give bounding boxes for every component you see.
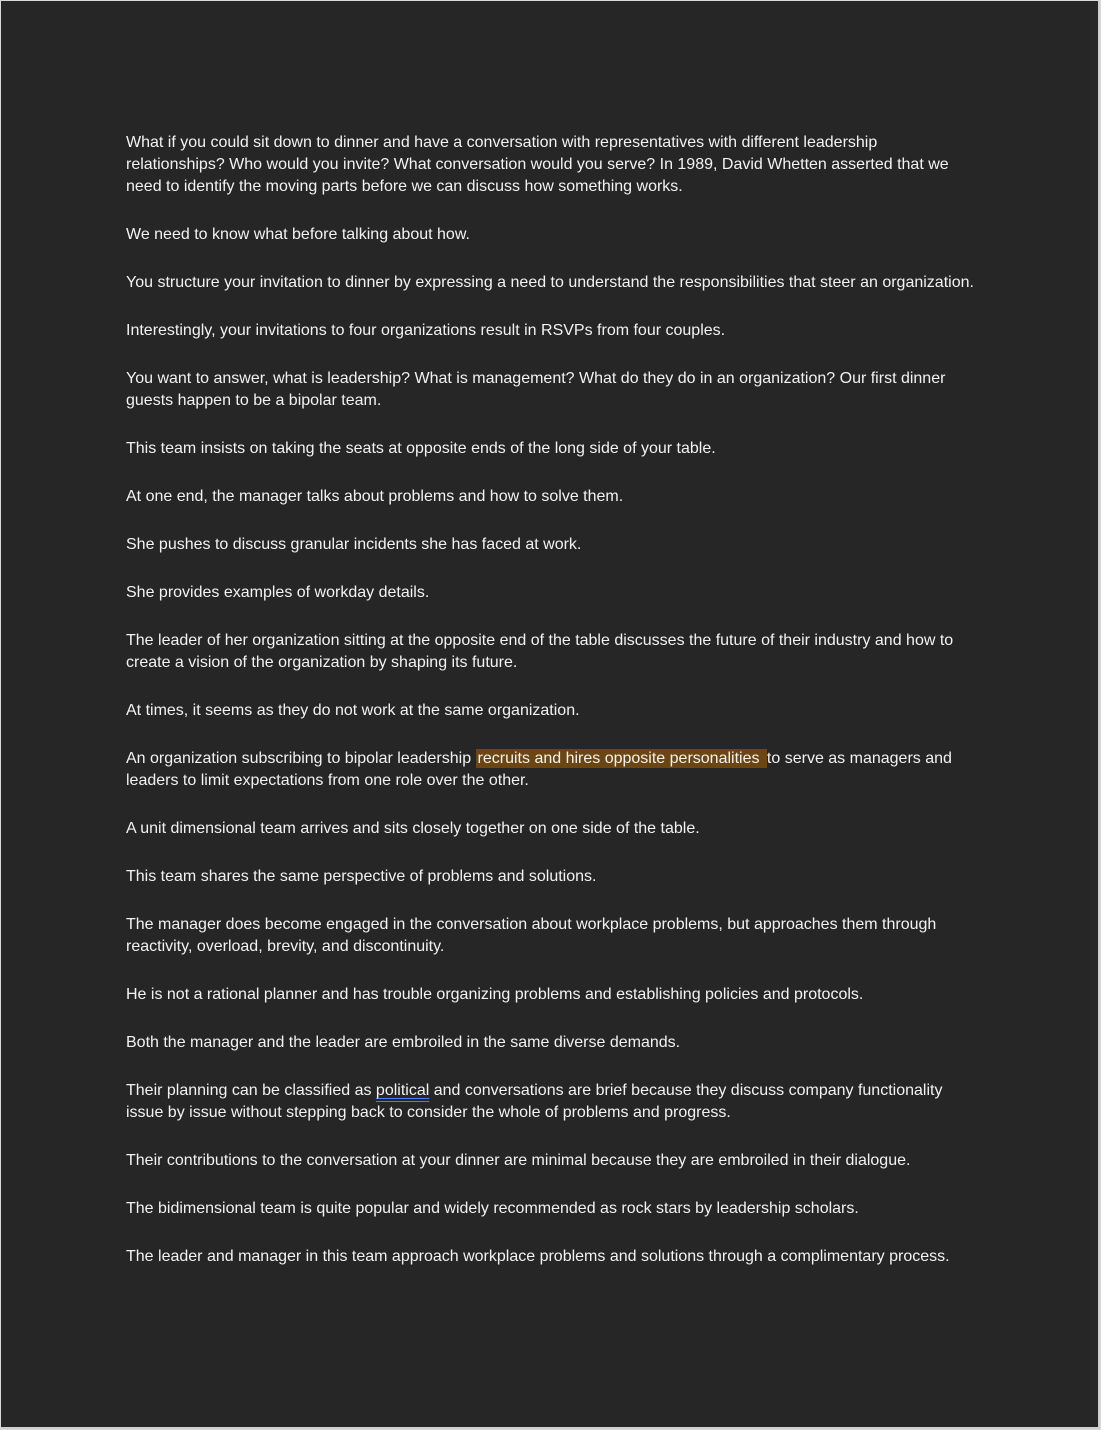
paragraph-20: The bidimensional team is quite popular and widely recommended as rock stars by leadership scholars. bbox=[126, 1200, 859, 1217]
paragraph-12 bbox=[126, 748, 976, 792]
highlighted-text[interactable]: recruits and hires opposite personalities bbox=[476, 749, 767, 768]
paragraph-7: At one end, the manager talks about problems and how to solve them. bbox=[126, 488, 624, 505]
paragraph-21: The leader and manager in this team approach workplace problems and solutions through a complimentary process. bbox=[126, 1248, 950, 1265]
spelling-flagged-word[interactable]: political bbox=[375, 1082, 430, 1099]
paragraph-12-after: to serve as managers and leaders to limit expectations from one role over the other. bbox=[126, 750, 952, 789]
paragraph-5: You want to answer, what is leadership? What is management? What do they do in an organization? Our first dinner guests happen to be a bipolar team. bbox=[126, 370, 946, 409]
paragraph-17: Both the manager and the leader are embroiled in the same diverse demands. bbox=[126, 1034, 681, 1051]
paragraph-18 bbox=[126, 1080, 976, 1124]
paragraph-2: We need to know what before talking about how. bbox=[126, 226, 470, 243]
paragraph-3: You structure your invitation to dinner by expressing a need to understand the responsibilities that steer an organization. bbox=[126, 274, 974, 291]
paragraph-6: This team insists on taking the seats at opposite ends of the long side of your table. bbox=[126, 440, 716, 457]
paragraph-10: The leader of her organization sitting at the opposite end of the table discusses the future of their industry and how to create a vision of the organization by shaping its future. bbox=[126, 632, 954, 671]
paragraph-15: The manager does become engaged in the conversation about workplace problems, but approaches them through reactivity, overload, brevity, and discontinuity. bbox=[126, 916, 937, 955]
paragraph-14: This team shares the same perspective of problems and solutions. bbox=[126, 868, 597, 885]
paragraph-13: A unit dimensional team arrives and sits closely together on one side of the table. bbox=[126, 820, 700, 837]
document-body[interactable] bbox=[126, 132, 976, 1294]
paragraph-12-before: An organization subscribing to bipolar leadership bbox=[126, 750, 476, 767]
paragraph-18-after: and conversations are brief because they discuss company functionality issue by issue without stepping back to consider the whole of problems and progress. bbox=[126, 1082, 943, 1121]
paragraph-19: Their contributions to the conversation at your dinner are minimal because they are embroiled in their dialogue. bbox=[126, 1152, 911, 1169]
paragraph-9: She provides examples of workday details. bbox=[126, 584, 430, 601]
paragraph-16: He is not a rational planner and has trouble organizing problems and establishing policies and protocols. bbox=[126, 986, 864, 1003]
paragraph-11: At times, it seems as they do not work at the same organization. bbox=[126, 702, 580, 719]
paragraph-1: What if you could sit down to dinner and have a conversation with representatives with different leadership relationships? Who would you invite? What conversation would you serve? In 1989, David Whetten asserted that we need to identify the moving parts before we can discuss how something works. bbox=[126, 134, 949, 195]
paragraph-18-before: Their planning can be classified as bbox=[126, 1082, 376, 1099]
document-page bbox=[1, 1, 1100, 1429]
paragraph-4: Interestingly, your invitations to four organizations result in RSVPs from four couples. bbox=[126, 322, 726, 339]
paragraph-8: She pushes to discuss granular incidents she has faced at work. bbox=[126, 536, 582, 553]
